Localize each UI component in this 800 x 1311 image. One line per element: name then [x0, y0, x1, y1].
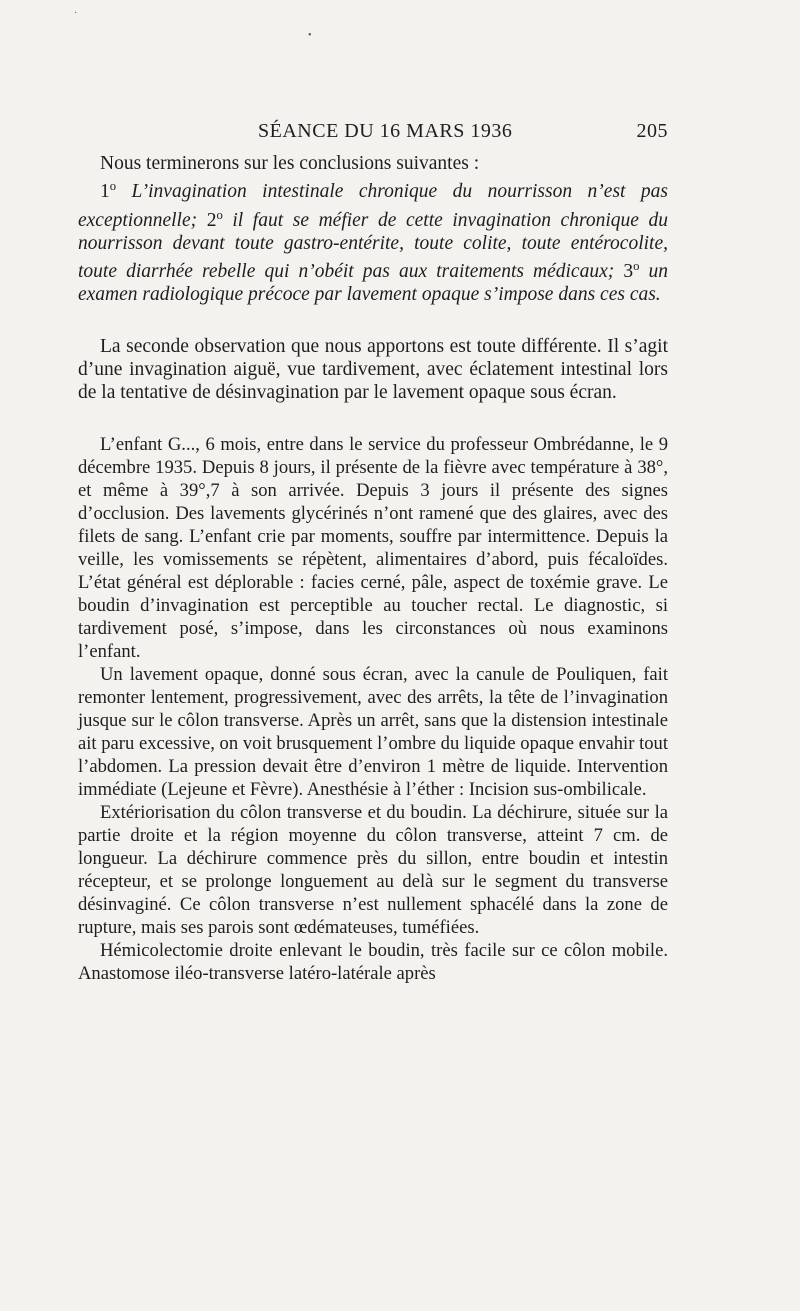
conclusion-number: 1 [100, 181, 110, 203]
paragraph-exteriorisation: Extériorisation du côlon transverse et du boudin. La déchirure, située sur la partie droite et la région moyenne du côlon transverse, atteint 7 cm. de longueur. La déchirure commence près du sillon, entre boudin et intestin récepteur, et se prolonge longuement au delà sur le segment du transverse désinvaginé. Ce côlon transverse n’est nullement sphacélé dans la zone de rupture, mais ses parois sont œdémateuses, tuméfiées. [78, 801, 668, 938]
conclusion-number: 2 [206, 209, 217, 231]
conclusion-three: un examen radiologique précoce par lavement opaque s’impose dans ces cas. [78, 261, 668, 306]
conclusion-two: il faut se méfier de cette invagination chronique du nourrisson devant toute gastro-entérite, toute colite, toute entérocolite, toute diarrhée rebelle qui n’obéit pas aux traitements médicaux; [78, 209, 668, 283]
conclusion-one: L’invagination intestinale chronique du nourrisson n’est pas exceptionnelle; [78, 181, 668, 231]
page-number: 205 [636, 120, 668, 142]
scan-mark: • [308, 30, 312, 41]
case-report [78, 433, 668, 985]
paragraph-enema: Un lavement opaque, donné sous écran, avec la canule de Pouliquen, fait remonter lentement, progressivement, avec des arrêts, la tête de l’invagination jusque sur le côlon transverse. Après un arrêt, sans que la distension intestinale ait paru excessive, on voit brusquement l’ombre du liquide opaque envahir tout l’abdomen. La pression devait être d’environ 1 mètre de liquide. Intervention immédiate (Lejeune et Fèvre). Anesthésie à l’éther : Incision sus-ombilicale. [78, 663, 668, 800]
paragraph-hemicolectomy: Hémicolectomie droite enlevant le boudin, très facile sur ce côlon mobile. Anastomose iléo-transverse latéro-latérale après [78, 939, 668, 984]
ordinal-mark: o [109, 179, 117, 194]
paragraph-case-history: L’enfant G..., 6 mois, entre dans le service du professeur Ombrédanne, le 9 décembre 1935. Depuis 8 jours, il présente de la fièvre avec température à 38°, et même à 39°,7 à son arrivée. Depuis 3 jours il présente des signes d’occlusion. Des lavements glycérinés n’ont ramené que des glaires, avec des filets de sang. L’enfant crie par moments, souffre par intermittence. Depuis la veille, les vomissements se répètent, alimentaires d’abord, puis fécaloïdes. L’état général est déplorable : facies cerné, pâle, aspect de toxémie grave. Le boudin d’invagination est perceptible au toucher rectal. Le diagnostic, si tardivement posé, s’impose, dans les circonstances où nous examinons l’enfant. [78, 433, 668, 662]
running-title: SÉANCE DU 16 MARS 1936 [258, 120, 513, 142]
conclusion-number: 3 [623, 261, 634, 283]
paragraph-second-observation: La seconde observation que nous apportons est toute différente. Il s’agit d’une invagination aiguë, vue tardivement, avec éclatement intestinal lors de la tentative de désinvagination par le lavement opaque sous écran. [78, 335, 668, 404]
paragraph-conclusions [78, 175, 668, 306]
scan-mark: · [74, 8, 78, 19]
paragraph-intro: Nous terminerons sur les conclusions suivantes : [100, 153, 480, 174]
page-header [78, 120, 668, 148]
ordinal-mark: o [633, 259, 640, 274]
body-text [78, 152, 668, 985]
ordinal-mark: o [216, 207, 223, 222]
